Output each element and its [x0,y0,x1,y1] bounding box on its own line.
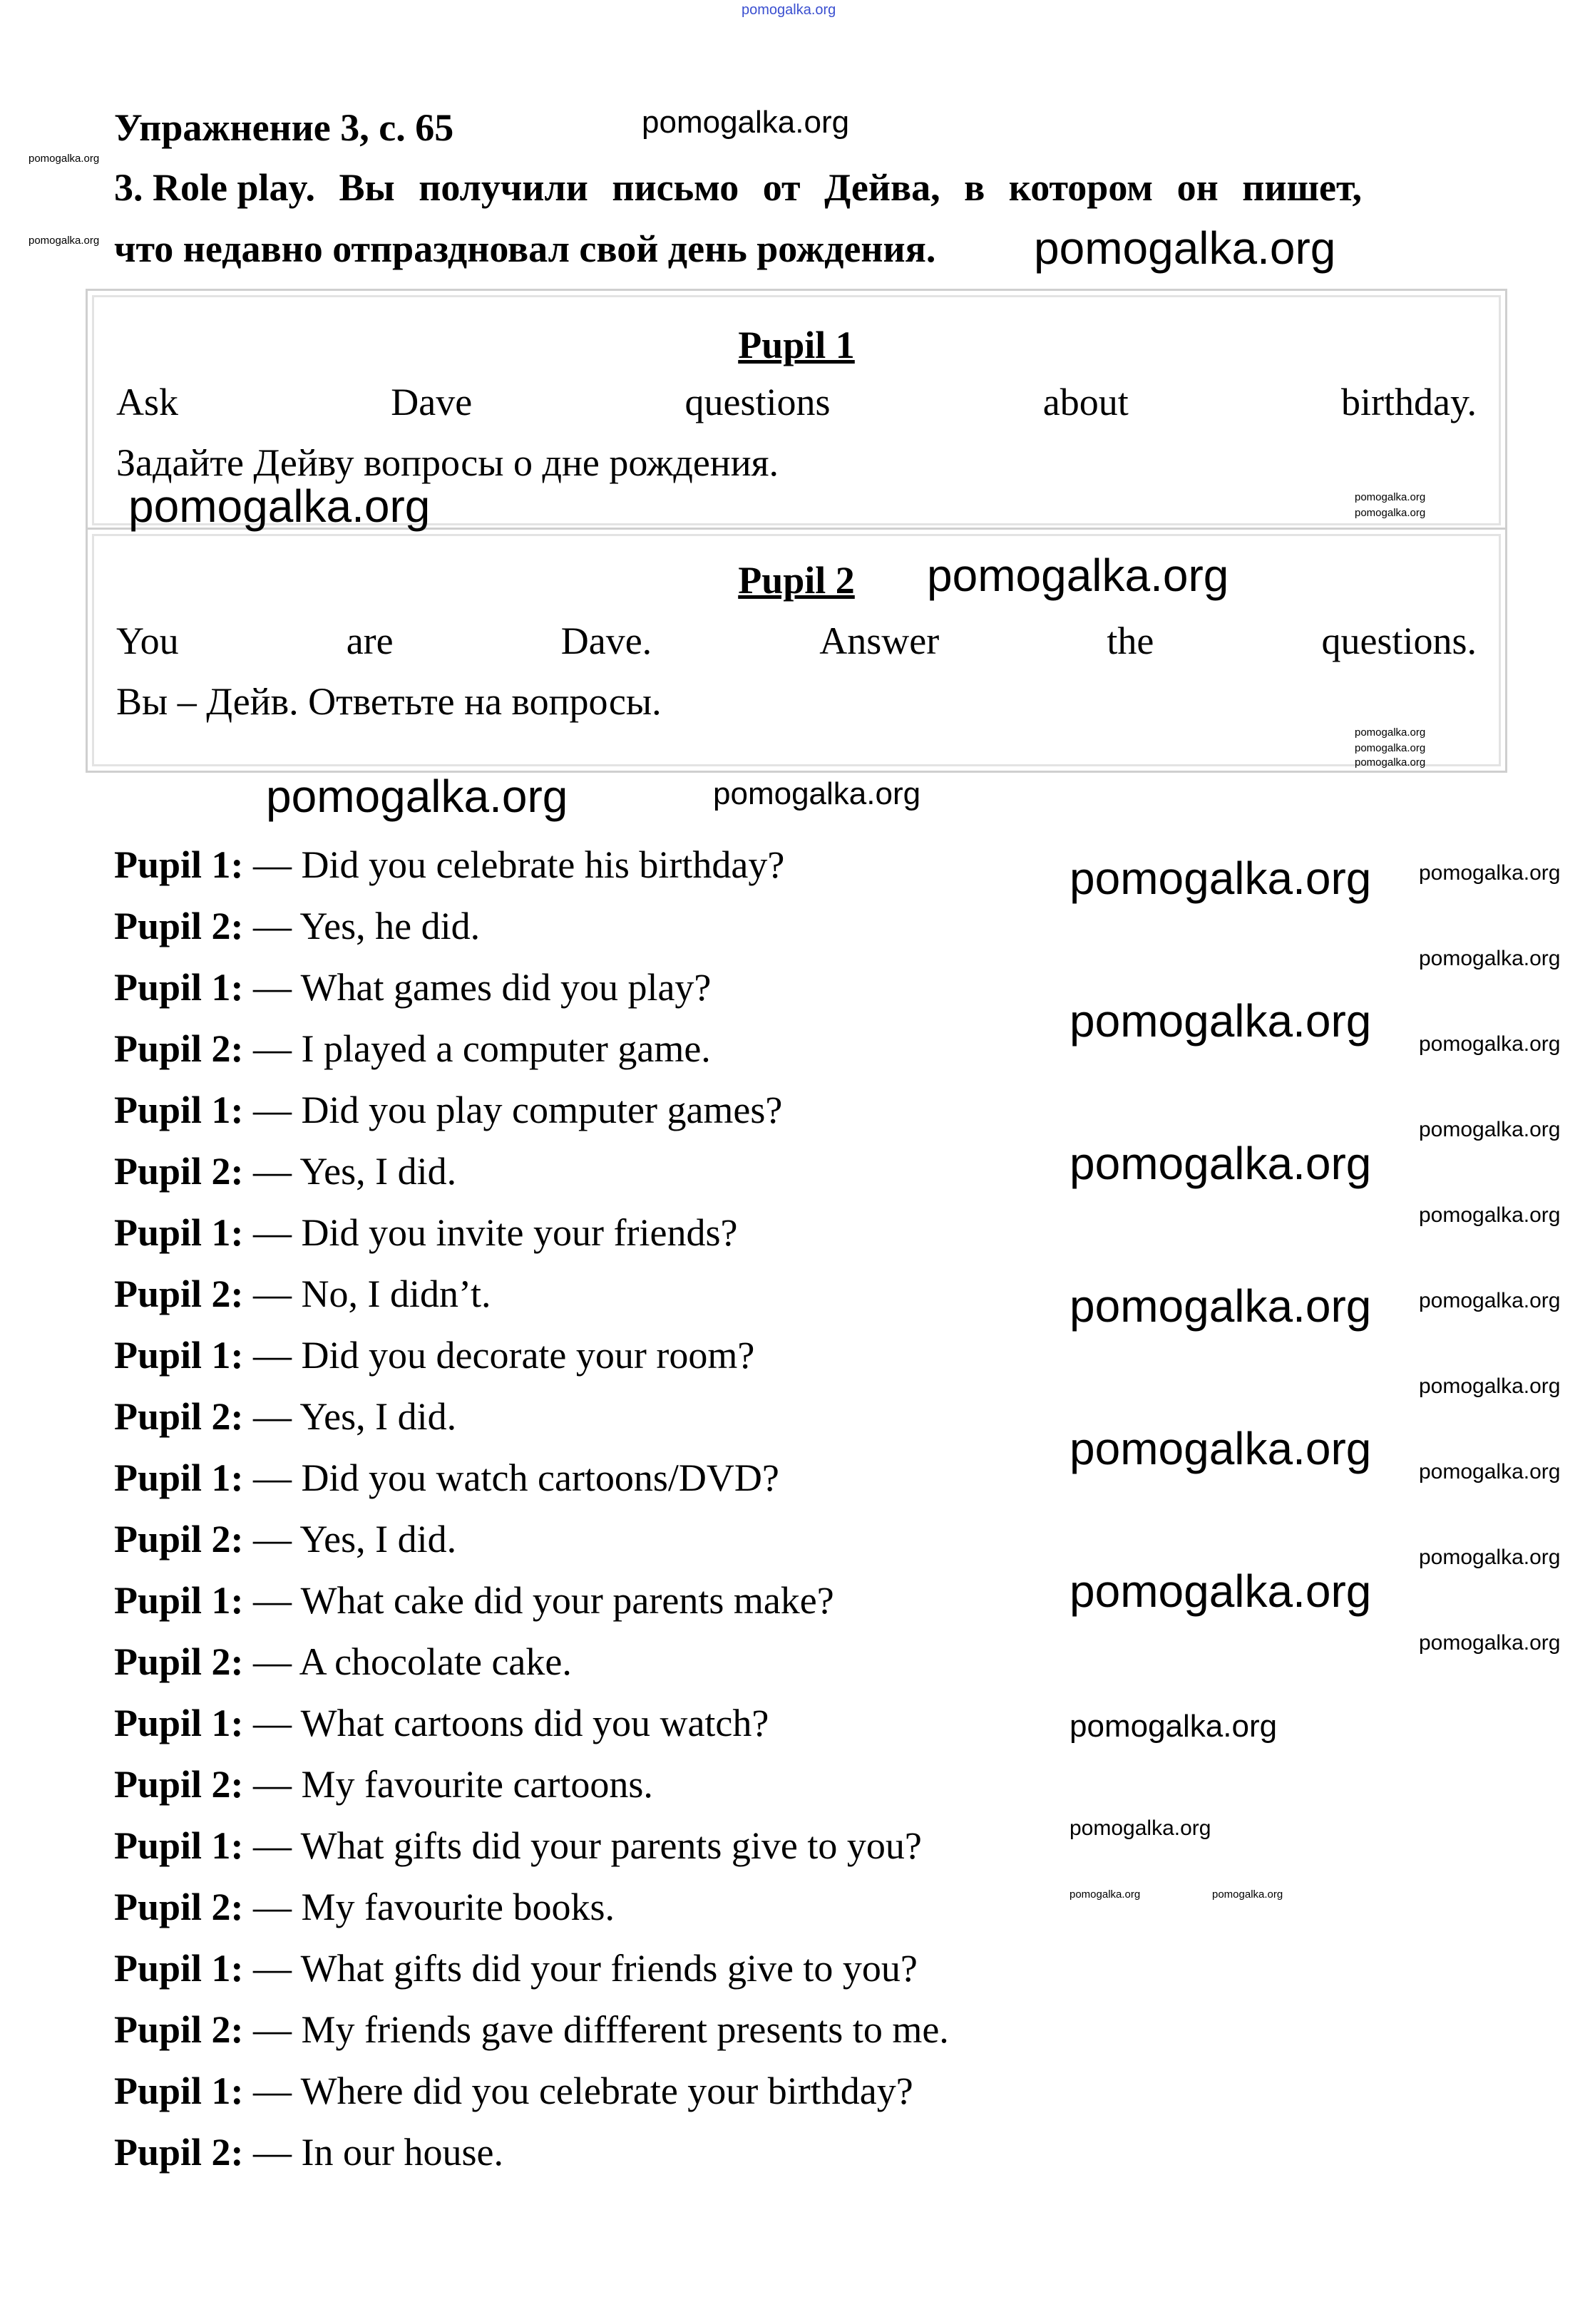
watermark: pomogalka.org [713,776,921,811]
speaker-label: Pupil 2: [114,1027,244,1070]
utterance: — What gifts did your friends give to you? [243,1947,918,1990]
speaker-label: Pupil 2: [114,1150,244,1193]
watermark: pomogalka.org [1212,1888,1283,1901]
speaker-label: Pupil 1: [114,1089,244,1131]
watermark: pomogalka.org [1070,1138,1372,1189]
speaker-label: Pupil 2: [114,1763,244,1806]
speaker-label: Pupil 1: [114,966,244,1009]
dialogue-line [114,1447,949,1508]
utterance: — A chocolate cake. [243,1640,572,1683]
speaker-label: Pupil 2: [114,1272,244,1315]
watermark: pomogalka.org [1419,1374,1561,1398]
watermark: pomogalka.org [1419,1631,1561,1655]
utterance: — My favourite books. [243,1886,615,1928]
word: Answer [819,619,940,662]
utterance: — Yes, I did. [243,1395,457,1438]
word: Dave [391,381,473,423]
word: Ask [116,381,179,423]
word: are [346,619,394,662]
speaker-label: Pupil 1: [114,843,244,886]
utterance: — No, I didn’t. [243,1272,491,1315]
watermark: pomogalka.org [927,550,1229,601]
utterance: — Did you decorate your room? [243,1334,755,1377]
utterance: — My friends gave diffferent presents to me. [243,2008,949,2051]
speaker-label: Pupil 1: [114,1456,244,1499]
watermark: pomogalka.org [1070,1888,1141,1901]
watermark: pomogalka.org [29,235,100,247]
watermark: pomogalka.org [1070,1423,1372,1474]
watermark: pomogalka.org [642,105,850,140]
dialogue-line [114,1876,949,1938]
watermark: pomogalka.org [1419,1546,1561,1569]
dialogue-line [114,957,949,1018]
dialogue-line [114,1815,949,1876]
dialogue-line [114,1018,949,1079]
watermark: pomogalka.org [1355,726,1426,739]
speaker-label: Pupil 1: [114,1702,244,1744]
dialogue-line [114,1141,949,1202]
watermark: pomogalka.org [1070,1816,1211,1840]
speaker-label: Pupil 2: [114,1886,244,1928]
dialogue-line [114,2060,949,2122]
card-russian: Задайте Дейву вопросы о дне рождения. [116,441,779,484]
utterance: — Where did you celebrate your birthday? [243,2070,913,2112]
dialogue-line [114,1754,949,1815]
watermark: pomogalka.org [1070,853,1372,904]
utterance: — Did you play computer games? [243,1089,783,1131]
watermark: pomogalka.org [1419,1118,1561,1141]
word: questions [684,381,831,423]
word: котором [1008,166,1154,209]
card-english [116,380,1477,424]
word: Вы [339,166,395,209]
speaker-label: Pupil 1: [114,2070,244,2112]
utterance: — Did you celebrate his birthday? [243,843,785,886]
word: письмо [612,166,739,209]
watermark: pomogalka.org [1419,861,1561,885]
dialogue-line [114,1263,949,1325]
word: 3. Role play. [114,166,316,209]
word: questions. [1321,619,1477,662]
watermark-top: pomogalka.org [742,2,836,18]
word: about [1042,381,1129,423]
watermark: pomogalka.org [1419,1460,1561,1484]
word: в [964,166,985,209]
watermark: pomogalka.org [1070,1709,1278,1744]
word: birthday. [1341,381,1477,423]
watermark: pomogalka.org [1419,947,1561,970]
word: You [116,619,179,662]
speaker-label: Pupil 2: [114,2008,244,2051]
task-intro-line1 [114,165,1362,210]
speaker-label: Pupil 1: [114,1947,244,1990]
watermark: pomogalka.org [1070,1280,1372,1332]
card-heading: Pupil 2 [738,559,855,602]
utterance: — What gifts did your parents give to you? [243,1824,922,1867]
watermark: pomogalka.org [1070,995,1372,1047]
utterance: — What cartoons did you watch? [243,1702,769,1744]
dialogue-line [114,1508,949,1570]
word: от [762,166,801,209]
dialogue-line [114,834,949,895]
dialogue-line [114,1631,949,1692]
watermark: pomogalka.org [1070,1565,1372,1617]
word: он [1176,166,1219,209]
dialogue-line [114,895,949,957]
card-heading: Pupil 1 [738,324,855,366]
utterance: — What games did you play? [243,966,712,1009]
utterance: — Yes, I did. [243,1518,457,1561]
dialogue-line [114,2122,949,2183]
dialogue-line [114,1570,949,1631]
watermark: pomogalka.org [1355,507,1426,519]
word: the [1107,619,1154,662]
utterance: — Yes, he did. [243,905,481,947]
watermark: pomogalka.org [1355,742,1426,754]
speaker-label: Pupil 2: [114,1395,244,1438]
dialogue-line [114,1386,949,1447]
word: получили [419,166,588,209]
watermark: pomogalka.org [29,153,100,165]
utterance: — Did you watch cartoons/DVD? [243,1456,779,1499]
dialogue-line [114,1079,949,1141]
utterance: — I played a computer game. [243,1027,711,1070]
speaker-label: Pupil 2: [114,905,244,947]
speaker-label: Pupil 1: [114,1211,244,1254]
dialogue-line [114,1202,949,1263]
utterance: — My favourite cartoons. [243,1763,653,1806]
speaker-label: Pupil 2: [114,1518,244,1561]
speaker-label: Pupil 1: [114,1334,244,1377]
word: Дейва, [824,166,940,209]
watermark: pomogalka.org [1419,1032,1561,1056]
exercise-title: Упражнение 3, с. 65 [114,106,454,149]
task-intro-line2: что недавно отпраздновал свой день рождения. [114,227,936,270]
dialogue-line [114,1999,949,2060]
speaker-label: Pupil 2: [114,1640,244,1683]
word: Dave. [560,619,652,662]
card-english [116,619,1477,663]
dialogue-line [114,1938,949,1999]
utterance: — What cake did your parents make? [243,1579,834,1622]
dialogue-line [114,1692,949,1754]
dialogue [114,834,949,2183]
watermark: pomogalka.org [128,480,431,532]
speaker-label: Pupil 2: [114,2131,244,2174]
watermark: pomogalka.org [1355,756,1426,768]
utterance: — Did you invite your friends? [243,1211,738,1254]
watermark: pomogalka.org [1355,491,1426,503]
watermark: pomogalka.org [1419,1289,1561,1312]
utterance: — In our house. [243,2131,503,2174]
watermark: pomogalka.org [1034,222,1336,274]
word: пишет, [1242,166,1362,209]
role-card-pupil-2 [86,528,1507,773]
watermark: pomogalka.org [1419,1203,1561,1227]
dialogue-line [114,1325,949,1386]
speaker-label: Pupil 1: [114,1579,244,1622]
watermark: pomogalka.org [266,771,568,822]
speaker-label: Pupil 1: [114,1824,244,1867]
card-russian: Вы – Дейв. Ответьте на вопросы. [116,680,662,723]
utterance: — Yes, I did. [243,1150,457,1193]
